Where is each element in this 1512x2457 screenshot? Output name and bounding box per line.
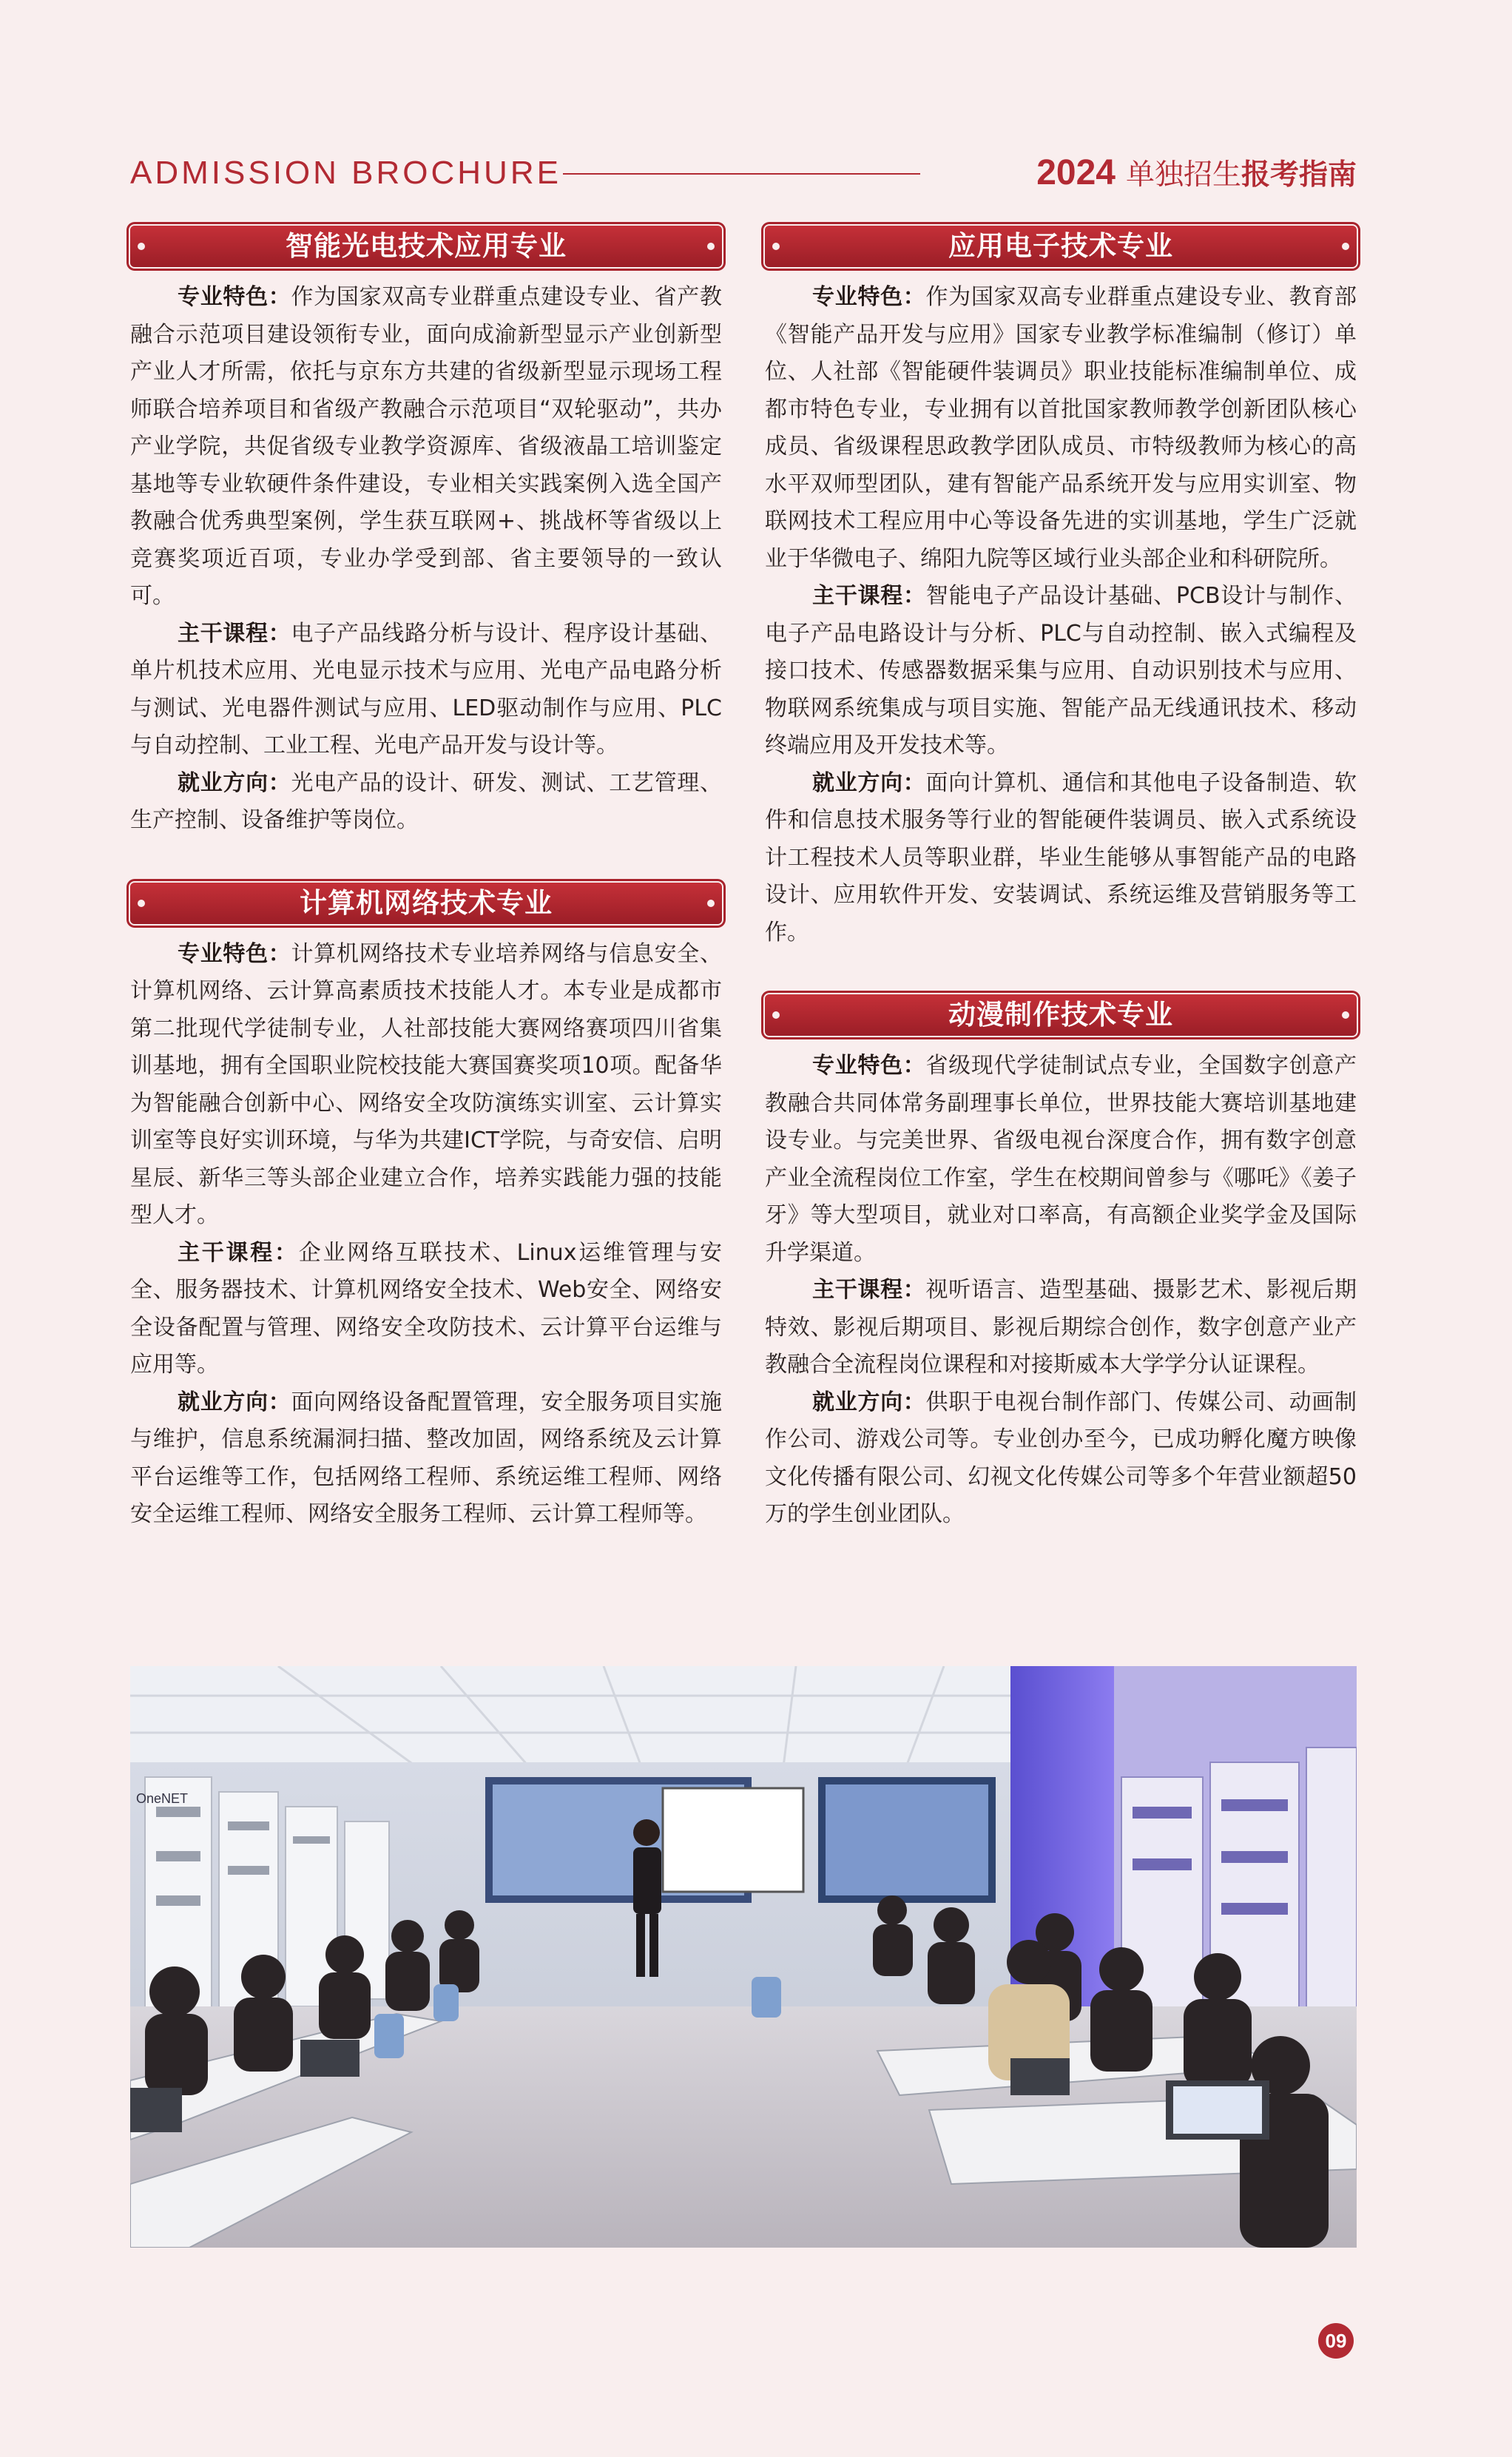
classroom-illustration bbox=[130, 1666, 1357, 2248]
feature-text: 作为国家双高专业群重点建设专业、省产教融合示范项目建设领衔专业，面向成渝新型显示产业创新型产业人才所需，依托与京东方共建的省级新型显示现场工程师联合培养项目和省级产教融合示范项目“双轮驱动”，共办产业学院，共促省级专业教学资源库、省级液晶工培训鉴定基地等专业软硬件条件建设，专业相关实践案例入选全国产教融合优秀典型案例，学生获互联网+、挑战杯等省级以上竞赛奖项近百项，专业办学受到部、省主要领导的一致认可。 bbox=[130, 284, 723, 609]
page-header bbox=[130, 151, 1357, 195]
courses-label: 主干课程： bbox=[178, 620, 291, 647]
career-text: 光电产品的设计、研发、测试、工艺管理、生产控制、设备维护等岗位。 bbox=[130, 769, 723, 833]
feature-paragraph bbox=[130, 279, 722, 616]
courses-label: 主干课程： bbox=[812, 1277, 926, 1303]
courses-paragraph bbox=[765, 1272, 1357, 1384]
section-title: 动漫制作技术专业 bbox=[948, 999, 1173, 1031]
section-title-banner bbox=[130, 226, 722, 267]
career-label: 就业方向： bbox=[812, 1389, 926, 1415]
section-title-banner bbox=[765, 994, 1357, 1036]
feature-label: 专业特色： bbox=[812, 1053, 926, 1079]
section-electronics bbox=[765, 226, 1357, 951]
left-column bbox=[130, 226, 722, 1577]
section-title: 应用电子技术专业 bbox=[948, 230, 1173, 262]
section-title-banner bbox=[765, 226, 1357, 267]
header-year: 2024 bbox=[1036, 153, 1116, 192]
section-animation bbox=[765, 994, 1357, 1534]
career-text: 供职于电视台制作部门、传媒公司、动画制作公司、游戏公司等。专业创办至今，已成功孵化魔方映像文化传播有限公司、幻视文化传媒公司等多个年营业额超50万的学生创业团队。 bbox=[765, 1389, 1357, 1527]
classroom-photo bbox=[130, 1666, 1357, 2248]
header-title bbox=[1036, 151, 1357, 203]
career-paragraph bbox=[130, 1384, 722, 1534]
courses-text: 视听语言、造型基础、摄影艺术、影视后期特效、影视后期项目、影视后期综合创作，数字创意产业产教融合全流程岗位课程和对接斯威本大学学分认证课程。 bbox=[765, 1277, 1357, 1378]
section-title: 智能光电技术应用专业 bbox=[286, 230, 567, 262]
header-divider bbox=[563, 173, 920, 175]
courses-label: 主干课程： bbox=[812, 583, 926, 609]
career-label: 就业方向： bbox=[178, 1389, 291, 1415]
right-column bbox=[765, 226, 1357, 1577]
courses-paragraph bbox=[130, 616, 722, 765]
header-subtitle-bold: 报考指南 bbox=[1241, 158, 1357, 192]
career-label: 就业方向： bbox=[178, 769, 291, 796]
courses-text: 企业网络互联技术、Linux运维管理与安全、服务器技术、计算机网络安全技术、Web安全、网络安全设备配置与管理、网络安全攻防技术、云计算平台运维与应用等。 bbox=[130, 1239, 722, 1378]
feature-label: 专业特色： bbox=[812, 284, 926, 310]
feature-paragraph bbox=[765, 1048, 1357, 1272]
feature-paragraph bbox=[130, 936, 722, 1235]
feature-label: 专业特色： bbox=[178, 940, 291, 967]
screen-left-text: OneNET bbox=[136, 1791, 189, 1806]
brochure-label: ADMISSION BROCHURE bbox=[130, 155, 561, 191]
feature-label: 专业特色： bbox=[178, 284, 291, 310]
section-optoelectronics bbox=[130, 226, 722, 840]
courses-paragraph bbox=[765, 578, 1357, 765]
career-paragraph bbox=[765, 1384, 1357, 1534]
section-network bbox=[130, 883, 722, 1534]
courses-text: 电子产品线路分析与设计、程序设计基础、单片机技术应用、光电显示技术与应用、光电产品电路分析与测试、光电器件测试与应用、LED驱动制作与应用、PLC与自动控制、工业工程、光电产品开发与设计等。 bbox=[130, 620, 723, 758]
section-title-banner bbox=[130, 883, 722, 924]
page-number: 09 bbox=[1318, 2323, 1354, 2359]
feature-text: 作为国家双高专业群重点建设专业、教育部《智能产品开发与应用》国家专业教学标准编制（修订）单位、人社部《智能硬件装调员》职业技能标准编制单位、成都市特色专业，专业拥有以首批国家教师教学创新团队核心成员、省级课程思政教学团队成员、市特级教师为核心的高水平双师型团队，建有智能产品系统开发与应用实训室、物联网技术工程应用中心等设备先进的实训基地，学生广泛就业于华微电子、绵阳九院等区域行业头部企业和科研院所。 bbox=[765, 284, 1357, 572]
courses-label: 主干课程： bbox=[178, 1239, 299, 1266]
feature-paragraph bbox=[765, 279, 1357, 578]
career-paragraph bbox=[130, 765, 722, 840]
career-label: 就业方向： bbox=[812, 769, 926, 796]
career-text: 面向网络设备配置管理，安全服务项目实施与维护，信息系统漏洞扫描、整改加固，网络系统及云计算平台运维等工作，包括网络工程师、系统运维工程师、网络安全运维工程师、网络安全服务工程师、云计算工程师等。 bbox=[130, 1389, 723, 1527]
feature-text: 省级现代学徒制试点专业，全国数字创意产教融合共同体常务副理事长单位，世界技能大赛培训基地建设专业。与完美世界、省级电视台深度合作，拥有数字创意产业全流程岗位工作室，学生在校期间曾参与《哪吒》《姜子牙》等大型项目，就业对口率高，有高额企业奖学金及国际升学渠道。 bbox=[765, 1053, 1357, 1266]
courses-text: 智能电子产品设计基础、PCB设计与制作、电子产品电路设计与分析、PLC与自动控制、嵌入式编程及接口技术、传感器数据采集与应用、自动识别技术与应用、物联网系统集成与项目实施、智能产品无线通讯技术、移动终端应用及开发技术等。 bbox=[765, 583, 1357, 758]
section-title: 计算机网络技术专业 bbox=[300, 886, 553, 919]
header-subtitle-regular: 单独招生 bbox=[1125, 158, 1241, 192]
career-text: 面向计算机、通信和其他电子设备制造、软件和信息技术服务等行业的智能硬件装调员、嵌入式系统设计工程技术人员等职业群，毕业生能够从事智能产品的电路设计、应用软件开发、安装调试、系统运维及营销服务等工作。 bbox=[765, 769, 1357, 946]
courses-paragraph bbox=[130, 1235, 722, 1384]
career-paragraph bbox=[765, 765, 1357, 952]
feature-text: 计算机网络技术专业培养网络与信息安全、计算机网络、云计算高素质技术技能人才。本专业是成都市第二批现代学徒制专业，人社部技能大赛网络赛项四川省集训基地，拥有全国职业院校技能大赛国赛奖项10项。配备华为智能融合创新中心、网络安全攻防演练实训室、云计算实训室等良好实训环境，与华为共建ICT学院，与奇安信、启明星辰、新华三等头部企业建立合作，培养实践能力强的技能型人才。 bbox=[130, 940, 723, 1228]
